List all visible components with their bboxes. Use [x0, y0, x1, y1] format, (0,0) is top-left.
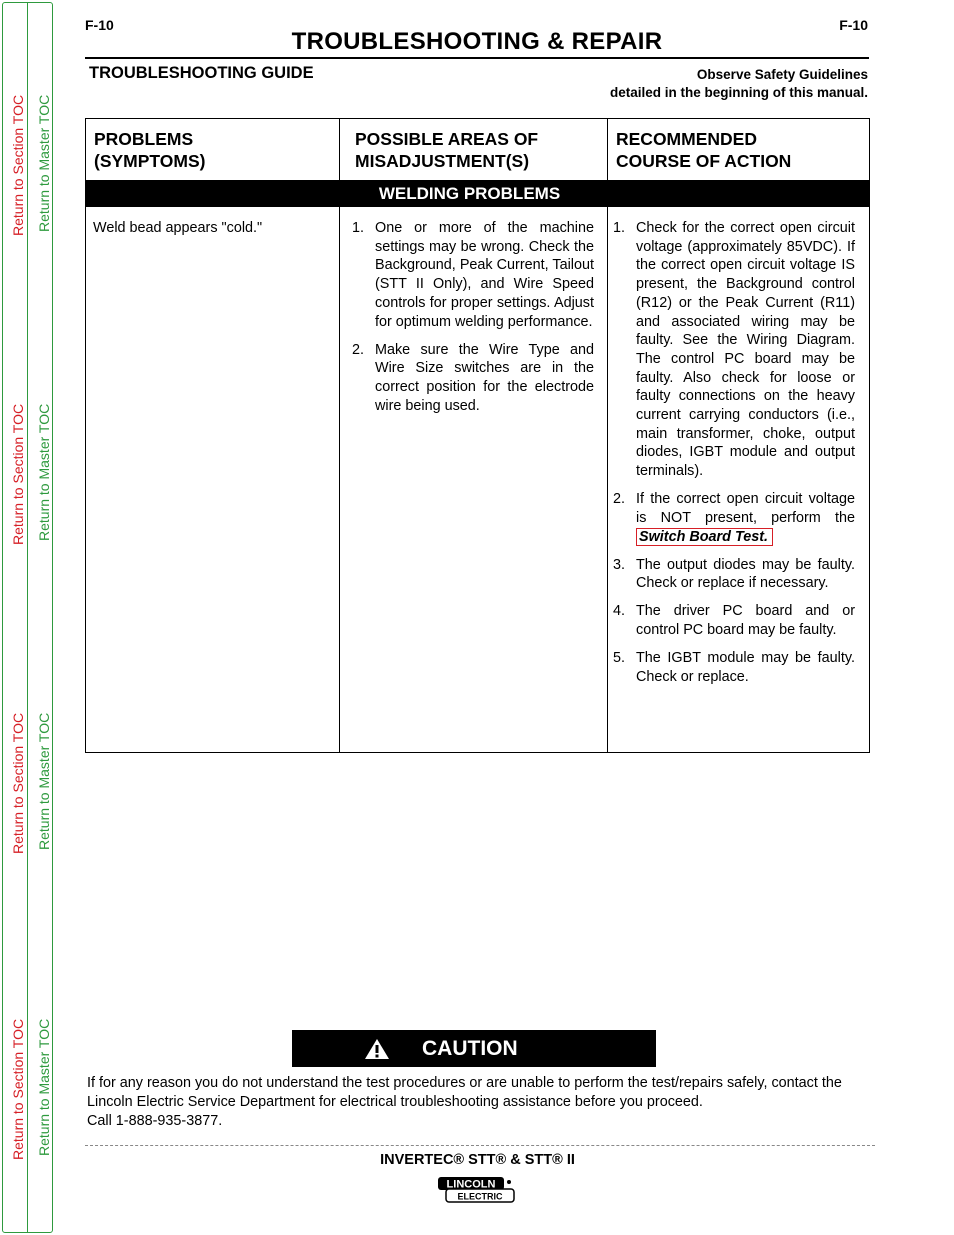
item-number: 1. [352, 220, 365, 236]
return-to-section-toc-link[interactable]: Return to Section TOC [10, 1018, 26, 1160]
lincoln-electric-logo [437, 1176, 515, 1204]
column-divider [607, 119, 608, 752]
return-to-section-toc-link[interactable]: Return to Section TOC [10, 712, 26, 854]
list-item [613, 219, 855, 481]
return-to-master-toc-link[interactable]: Return to Master TOC [36, 712, 52, 850]
item-text: Make sure the Wire Type and Wire Size switches are in the correct position for the electrode wire being used. [375, 341, 594, 414]
section-bar [86, 180, 869, 207]
item-text: The driver PC board and or control PC board may be faulty. [636, 603, 855, 638]
return-to-master-toc-link[interactable]: Return to Master TOC [36, 94, 52, 232]
item-text: The output diodes may be faulty. Check or replace if necessary. [636, 556, 855, 592]
item-text: One or more of the machine settings may be wrong. Check the Background, Peak Current, Tailout (STT II Only), and Wire Speed controls for proper settings. Adjust for optimum welding performance. [375, 220, 594, 330]
header-problems [94, 128, 206, 172]
list-item [613, 490, 855, 546]
page-number-left: F-10 [85, 17, 114, 33]
item-text: The IGBT module may be faulty. Check or replace. [636, 649, 855, 685]
section-bar-title: WELDING PROBLEMS [378, 184, 561, 203]
list-item [613, 649, 855, 686]
list-item [352, 219, 594, 331]
return-to-section-toc-link[interactable]: Return to Section TOC [10, 94, 26, 236]
item-number: 4. [613, 603, 626, 620]
header-line: COURSE OF ACTION [616, 151, 792, 171]
page-title: TROUBLESHOOTING & REPAIR [291, 28, 663, 55]
header-line: POSSIBLE AREAS OF [355, 129, 539, 149]
item-number: 2. [352, 341, 365, 358]
item-text: If the correct open circuit voltage is NOT present, perform the [636, 491, 855, 526]
list-item [613, 556, 855, 593]
header-line: PROBLEMS [94, 129, 194, 149]
actions-cell [613, 219, 855, 696]
toc-sidebar [2, 2, 53, 1233]
caution-banner [292, 1030, 656, 1067]
list-item [352, 341, 594, 416]
caution-call: Call 1-888-935-3877. [87, 1113, 223, 1129]
column-divider [339, 119, 340, 752]
item-number: 3. [613, 556, 626, 573]
page-number-right: F-10 [839, 17, 868, 33]
caution-label: CAUTION [422, 1037, 518, 1060]
product-name: INVERTEC® STT® & STT® II [380, 1152, 575, 1168]
return-to-section-toc-link[interactable]: Return to Section TOC [10, 403, 26, 545]
item-number: 1. [613, 220, 626, 236]
problem-text: Weld bead appears "cold." [93, 220, 263, 236]
safety-note [610, 66, 868, 102]
safety-note-line: Observe Safety Guidelines [696, 67, 868, 82]
footer-rule [85, 1145, 875, 1146]
logo-text-top: LINCOLN [446, 1178, 496, 1191]
item-number: 5. [613, 649, 626, 666]
warning-icon [364, 1038, 390, 1060]
areas-cell [352, 219, 594, 425]
title-rule [85, 57, 869, 59]
item-number: 2. [613, 491, 626, 508]
header-action [616, 128, 791, 172]
sidebar-divider [27, 3, 28, 1232]
problem-cell [93, 219, 333, 238]
section-heading: TROUBLESHOOTING GUIDE [89, 64, 314, 82]
header-line: MISADJUSTMENT(S) [355, 151, 530, 171]
header-line: RECOMMENDED [616, 129, 757, 149]
list-item [613, 602, 855, 639]
return-to-master-toc-link[interactable]: Return to Master TOC [36, 403, 52, 541]
safety-note-line: detailed in the beginning of this manual. [609, 85, 868, 100]
logo-text-bottom: ELECTRIC [457, 1191, 503, 1202]
troubleshooting-table [85, 118, 870, 753]
header-areas [355, 128, 538, 172]
header-line: (SYMPTOMS) [94, 151, 206, 171]
caution-body: If for any reason you do not understand the test procedures or are unable to perform the test/repairs safely, contact the Lincoln Electric Service Department for electrical troubleshooting assistance before you proceed. [87, 1075, 842, 1110]
return-to-master-toc-link[interactable]: Return to Master TOC [36, 1018, 52, 1156]
caution-text [87, 1074, 872, 1131]
item-text: Check for the correct open circuit voltage (approximately 85VDC). If the correct open circuit voltage IS present, the Background control (R12) or the Peak Current (R11) and associated wiring may be faulty. See the Wiring Diagram. The control PC board may be faulty. Also check for loose or faulty connections on the heavy current carrying conductors (i.e., main transformer, choke, output diodes, IGBT module and output terminals). [636, 220, 855, 480]
switch-board-test-link[interactable]: Switch Board Test. [636, 528, 773, 546]
